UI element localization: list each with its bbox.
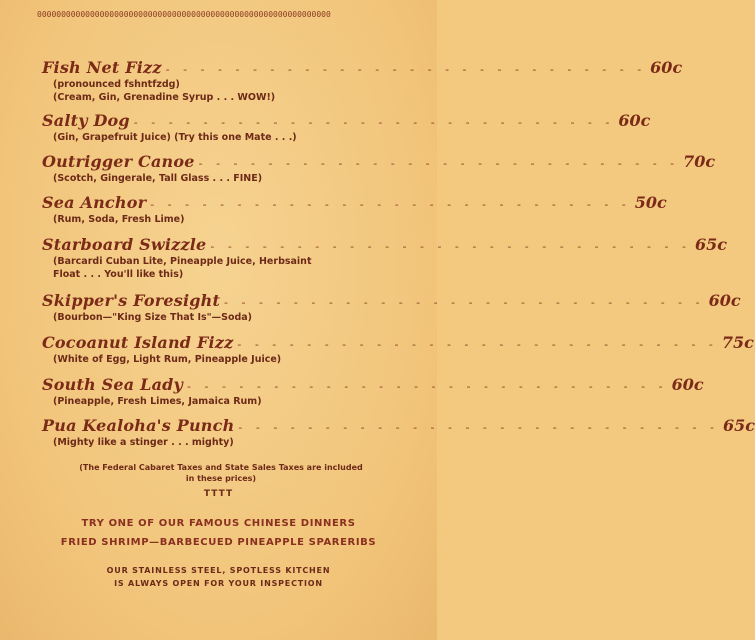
tax-notice bbox=[48, 462, 394, 484]
drink-description: (Rum, Soda, Fresh Lime) bbox=[53, 214, 185, 225]
menu-item-salty-dog bbox=[42, 111, 651, 144]
drink-price: 60c bbox=[671, 375, 704, 394]
drink-price: 75c bbox=[721, 333, 754, 352]
drink-description: (Barcardi Cuban Lite, Pineapple Juice, Herbsaint bbox=[53, 256, 312, 267]
drink-description: (Pineapple, Fresh Limes, Jamaica Rum) bbox=[53, 396, 262, 407]
tax-notice-line: (The Federal Cabaret Taxes and State Sales Taxes are included bbox=[79, 463, 363, 472]
drink-description: (White of Egg, Light Rum, Pineapple Juice) bbox=[53, 354, 282, 365]
menu-item-fish-net-fizz bbox=[42, 58, 683, 104]
drink-description: (Scotch, Gingerale, Tall Glass . . . FINE) bbox=[53, 173, 263, 184]
drink-description: (Cream, Gin, Grenadine Syrup . . . WOW!) bbox=[53, 92, 276, 103]
dot-leader: - - - - - - - - - - - - - - - - - - - - - - - - - - - - bbox=[237, 338, 718, 351]
dot-leader: - - - - - - - - - - - - - - - - - - - - - - - - - - - - bbox=[224, 296, 705, 309]
dot-leader: - - - - - - - - - - - - - - - - - - - - - - - - - - - - bbox=[187, 380, 668, 393]
drink-price: 70c bbox=[683, 152, 716, 171]
drink-description: (Mighty like a stinger . . . mighty) bbox=[53, 437, 234, 448]
dot-leader: - - - - - - - - - - - - - - - - - - - - - - - - - - - - bbox=[165, 63, 647, 76]
dot-leader: - - - - - - - - - - - - - - - - - - - - - - - - - - - - bbox=[210, 240, 691, 253]
drink-price: 60c bbox=[708, 291, 741, 310]
menu-item-south-sea-lady bbox=[42, 375, 704, 408]
menu-item-sea-anchor bbox=[42, 193, 667, 226]
drink-name: Pua Kealoha's Punch bbox=[42, 416, 235, 435]
menu-item-starboard-swizzle bbox=[42, 235, 727, 281]
drink-name: Fish Net Fizz bbox=[42, 58, 162, 77]
promo-shrimp-spareribs: FRIED SHRIMP—BARBECUED PINEAPPLE SPARERIBS bbox=[60, 537, 377, 548]
top-border-ornament: 0000000000000000000000000000000000000000000000000000000000000 bbox=[37, 10, 331, 19]
drink-description: (pronounced fshntfzdg) bbox=[53, 79, 180, 90]
drink-description: (Gin, Grapefruit Juice) (Try this one Mate . . .) bbox=[53, 132, 297, 143]
kitchen-notice-line-2: IS ALWAYS OPEN FOR YOUR INSPECTION bbox=[114, 579, 323, 588]
drink-price: 60c bbox=[650, 58, 683, 77]
drink-name: Outrigger Canoe bbox=[42, 152, 195, 171]
drink-name: South Sea Lady bbox=[42, 375, 184, 394]
drink-price: 65c bbox=[694, 235, 727, 254]
menu-item-pua-kealohas-punch bbox=[42, 416, 755, 449]
menu-item-cocoanut-island-fizz bbox=[42, 333, 754, 366]
dot-leader: - - - - - - - - - - - - - - - - - - - - - - - - - - - - bbox=[150, 198, 631, 211]
drink-description: (Bourbon—"King Size That Is"—Soda) bbox=[53, 312, 253, 323]
drink-name: Cocoanut Island Fizz bbox=[42, 333, 234, 352]
drink-description: Float . . . You'll like this) bbox=[53, 269, 184, 280]
drink-name: Sea Anchor bbox=[42, 193, 147, 212]
drink-name: Starboard Swizzle bbox=[42, 235, 207, 254]
menu-item-skippers-foresight bbox=[42, 291, 741, 324]
drink-price: 50c bbox=[634, 193, 667, 212]
drink-name: Skipper's Foresight bbox=[42, 291, 221, 310]
dot-leader: - - - - - - - - - - - - - - - - - - - - - - - - - - - - bbox=[133, 116, 615, 129]
drink-price: 65c bbox=[722, 416, 755, 435]
promo-chinese-dinners: TRY ONE OF OUR FAMOUS CHINESE DINNERS bbox=[81, 518, 356, 529]
dot-leader: - - - - - - - - - - - - - - - - - - - - - - - - - - - - bbox=[198, 157, 680, 170]
dot-leader: - - - - - - - - - - - - - - - - - - - - - - - - - - - - bbox=[238, 421, 719, 434]
drink-name: Salty Dog bbox=[42, 111, 130, 130]
drink-price: 60c bbox=[618, 111, 651, 130]
kitchen-notice-line-1: OUR STAINLESS STEEL, SPOTLESS KITCHEN bbox=[106, 566, 331, 575]
menu-item-outrigger-canoe bbox=[42, 152, 716, 185]
flourish-ornament: TTTT bbox=[203, 489, 234, 499]
tax-notice-line: in these prices) bbox=[185, 474, 257, 483]
